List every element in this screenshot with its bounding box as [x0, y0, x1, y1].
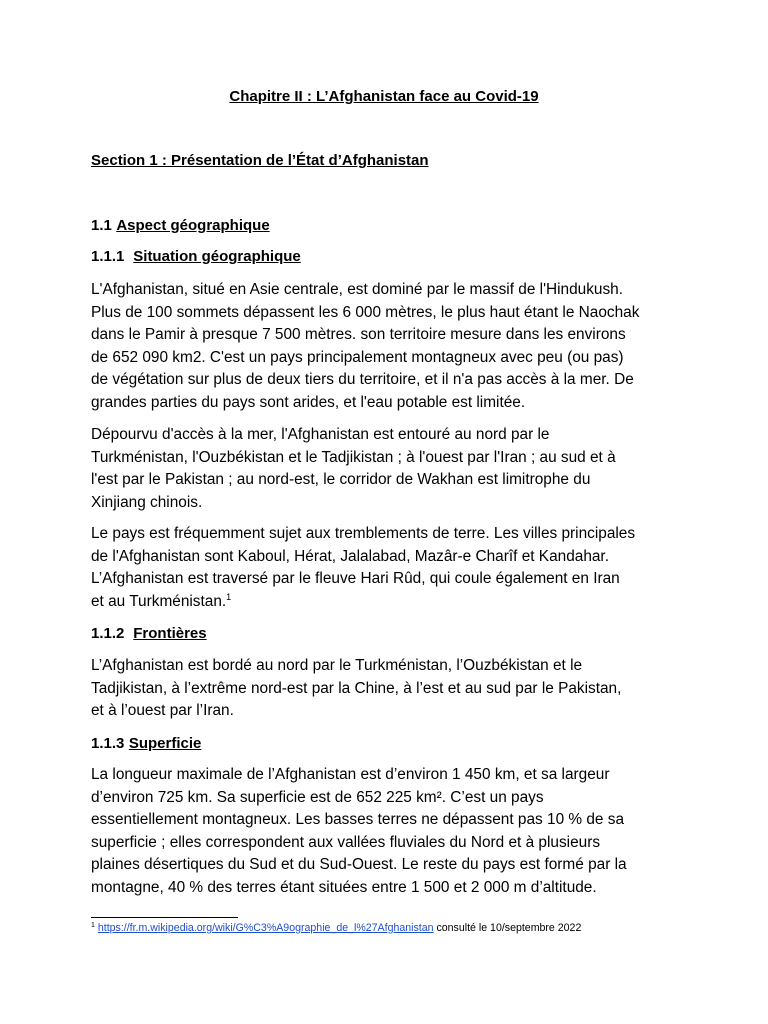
text-line: Tadjikistan, à l’extrême nord-est par la Chine, à l’est et au sud par le Pakistan,: [91, 679, 622, 697]
heading-title: Aspect géographique: [116, 217, 270, 234]
text-line: superficie ; elles correspondent aux vallées fluviales du Nord et à plusieurs: [91, 833, 601, 851]
footnote-link[interactable]: https://fr.m.wikipedia.org/wiki/G%C3%A9ographie_de_l%27Afghanistan: [97, 922, 434, 934]
text-line: d’environ 725 km. Sa superficie est de 652 225 km². C’est un pays: [91, 788, 544, 806]
paragraph-borders-intro: [91, 424, 691, 514]
text-line: Xinjiang chinois.: [91, 493, 203, 511]
heading-number: 1.1.3: [91, 735, 125, 752]
footnote-mark: 1: [91, 922, 95, 929]
text-line: et à l’ouest par l’Iran.: [91, 702, 234, 720]
heading-number: 1.1: [91, 217, 112, 234]
text-line: de végétation sur plus de deux tiers du territoire, et il n'a pas accès à la mer. De: [91, 371, 634, 389]
paragraph-frontieres: [91, 655, 691, 723]
text-line: Dépourvu d'accès à la mer, l'Afghanistan est entouré au nord par le: [91, 426, 550, 443]
heading-1-1-3: [91, 735, 201, 753]
paragraph-cities: [91, 523, 691, 613]
heading-1-1: [91, 217, 270, 235]
text-line: dans le Pamir à presque 7 500 mètres. son territoire mesure dans les environs: [91, 326, 626, 344]
text-line: L’Afghanistan est traversé par le fleuve Hari Rûd, qui coule également en Iran: [91, 570, 620, 588]
heading-1-1-1: [91, 248, 301, 266]
heading-number: 1.1.1: [91, 248, 125, 265]
text-line: La longueur maximale de l’Afghanistan est d’environ 1 450 km, et sa largeur: [91, 766, 610, 783]
text-line: [91, 591, 691, 614]
heading-title: Frontières: [133, 625, 207, 642]
chapter-title: Chapitre II : L’Afghanistan face au Covid-19: [229, 88, 539, 105]
text-line: Plus de 100 sommets dépassent les 6 000 mètres, le plus haut étant le Naochak: [91, 303, 640, 321]
text-line: L’Afghanistan est bordé au nord par le Turkménistan, l’Ouzbékistan et le: [91, 657, 583, 674]
text-line: L'Afghanistan, situé en Asie centrale, est dominé par le massif de l'Hindukush.: [91, 281, 624, 298]
text-line: montagne, 40 % des terres étant situées entre 1 500 et 2 000 m d’altitude.: [91, 878, 597, 896]
heading-title: Situation géographique: [133, 248, 301, 265]
footnote-text: consulté le 10/septembre 2022: [433, 922, 582, 934]
text-line: essentiellement montagneux. Les basses terres ne dépassent pas 10 % de sa: [91, 811, 625, 829]
text-line: plaines désertiques du Sud et du Sud-Ouest. Le reste du pays est formé par la: [91, 856, 627, 874]
footnote-reference[interactable]: 1: [226, 591, 232, 602]
text-line: de l'Afghanistan sont Kaboul, Hérat, Jalalabad, Mazâr-e Charîf et Kandahar.: [91, 547, 609, 565]
text-line: Turkménistan, l'Ouzbékistan et le Tadjikistan ; à l'ouest par l'Iran ; au sud et à: [91, 448, 616, 466]
text-line: Le pays est fréquemment sujet aux tremblements de terre. Les villes principales: [91, 525, 636, 542]
text-line: grandes parties du pays sont arides, et l'eau potable est limitée.: [91, 393, 526, 411]
paragraph-superficie: [91, 764, 691, 900]
text-line-end: et au Turkménistan.: [91, 592, 227, 610]
section-title: Section 1 : Présentation de l’État d’Afghanistan: [91, 152, 429, 169]
text-line: l'est par le Pakistan ; au nord-est, le corridor de Wakhan est limitrophe du: [91, 471, 591, 489]
text-line: de 652 090 km2. C'est un pays principalement montagneux avec peu (ou pas): [91, 348, 624, 366]
heading-number: 1.1.2: [91, 625, 125, 642]
heading-1-1-2: [91, 625, 207, 643]
paragraph-situation: [91, 279, 691, 415]
footnote-separator: [91, 917, 238, 918]
heading-title: Superficie: [128, 735, 202, 752]
footnote: [91, 922, 581, 934]
